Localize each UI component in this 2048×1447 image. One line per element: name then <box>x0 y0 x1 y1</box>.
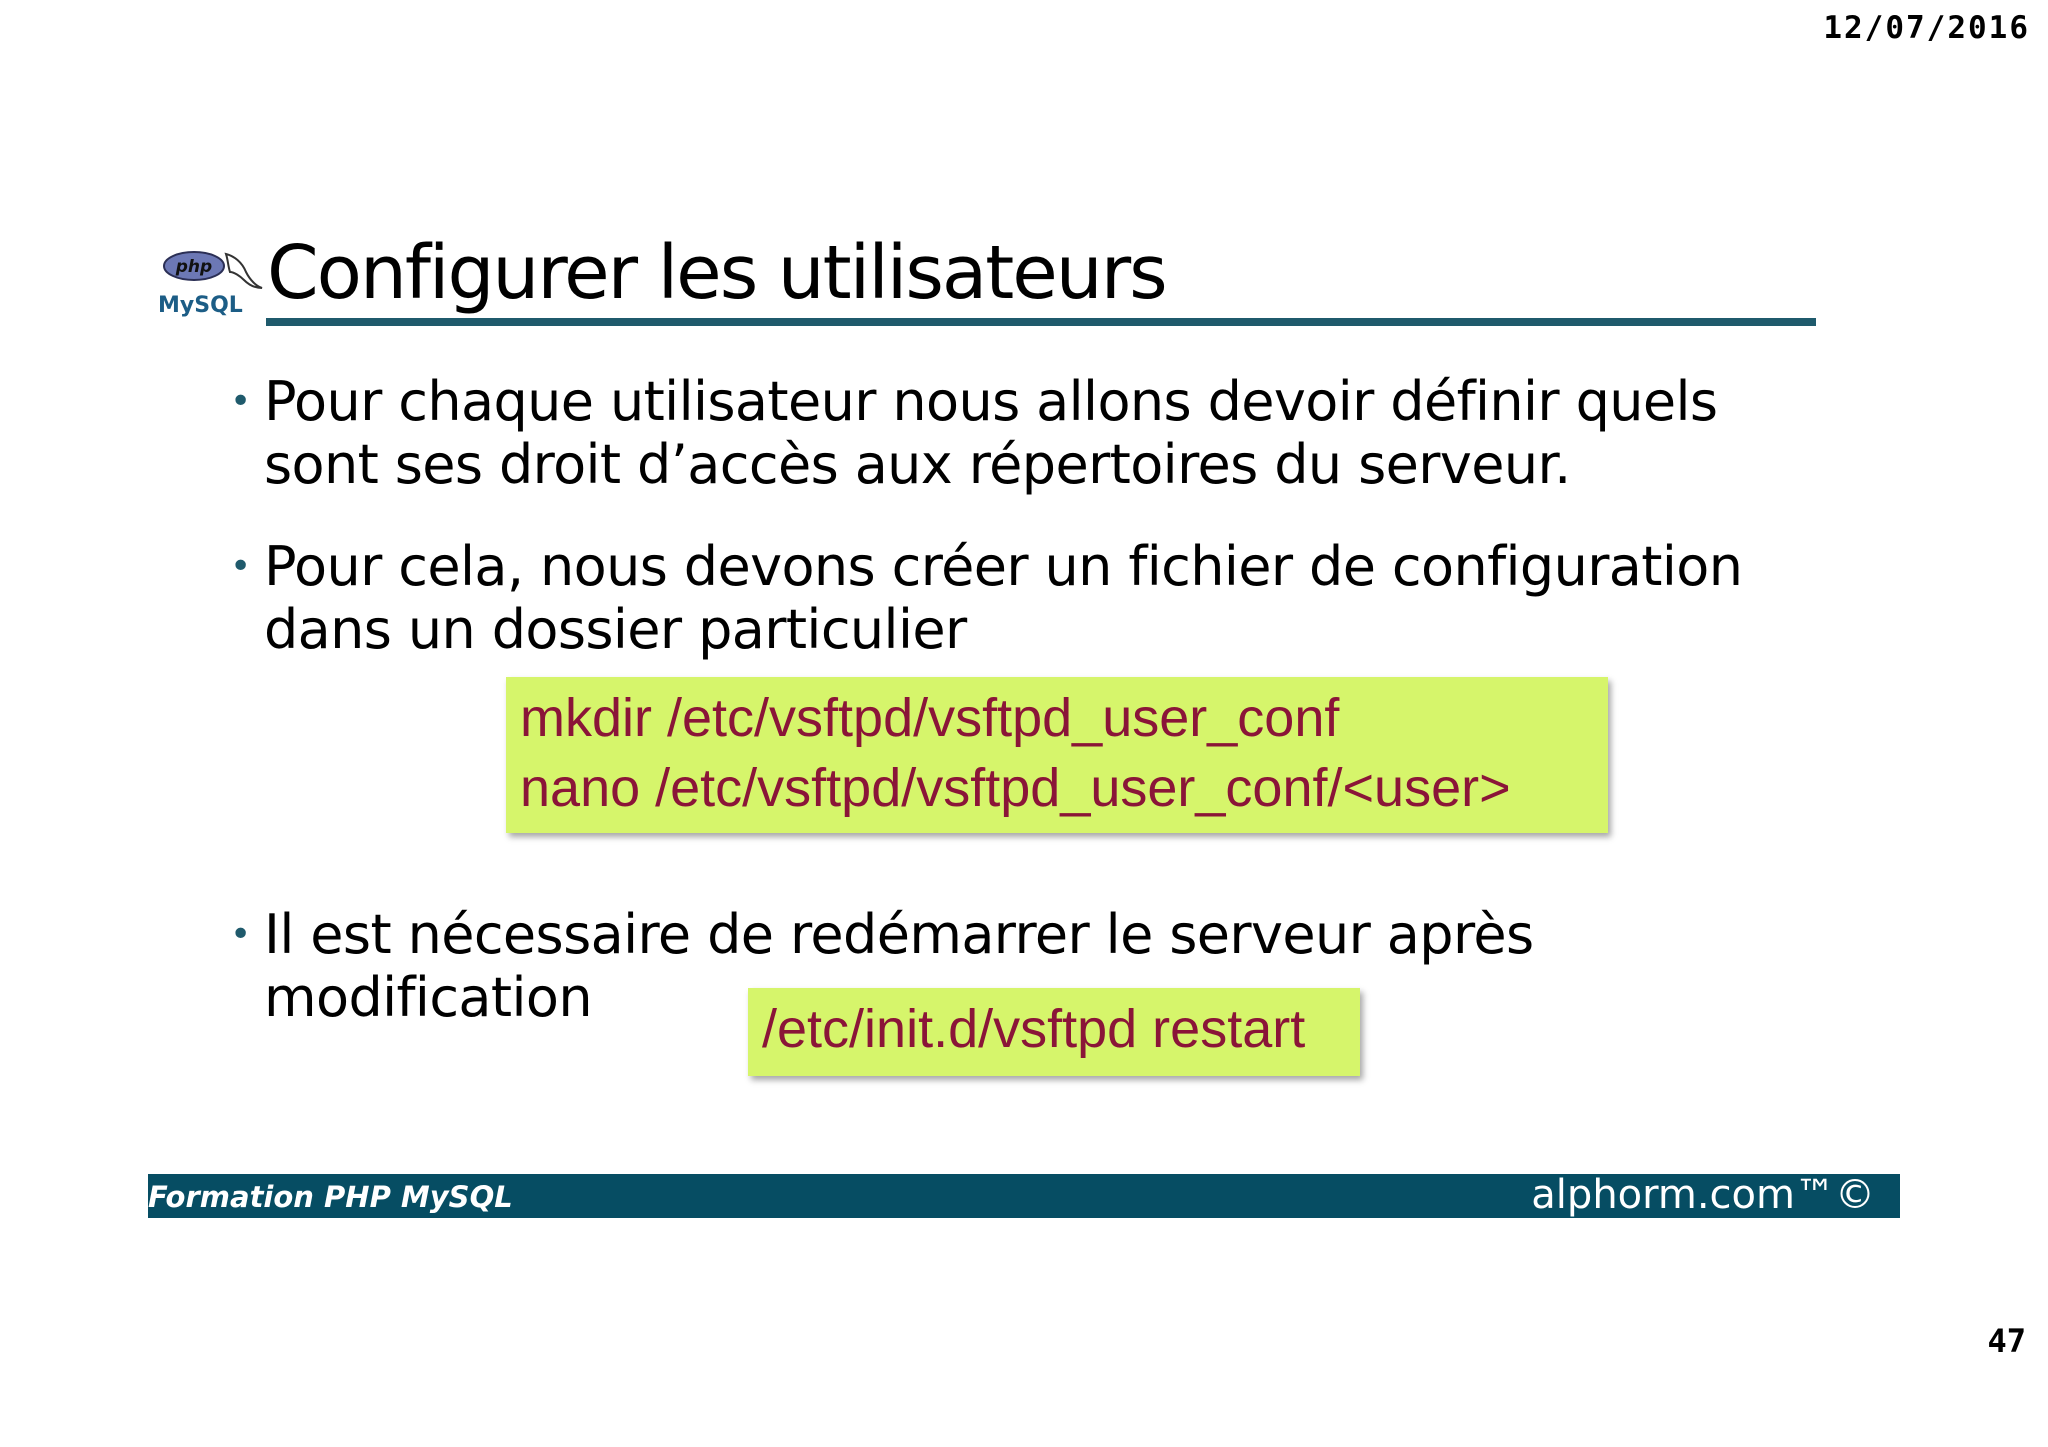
svg-text:php: php <box>175 257 213 277</box>
code-line: /etc/init.d/vsftpd restart <box>762 999 1306 1059</box>
dolphin-icon <box>226 254 262 288</box>
php-mysql-logo <box>156 250 266 320</box>
svg-text:MySQL: MySQL <box>158 293 243 318</box>
code-line: mkdir /etc/vsftpd/vsftpd_user_conf <box>520 688 1340 748</box>
bullet-text: Pour chaque utilisateur nous allons devoir définir quels sont ses droit d’accès aux répertoires du serveur. <box>264 370 1718 496</box>
page-number: 47 <box>1987 1322 2026 1360</box>
bullet-dot-icon: • <box>230 546 252 587</box>
title-underline <box>266 318 1816 326</box>
bullet-text: Pour cela, nous devons créer un fichier de configuration dans un dossier particulier <box>264 535 1743 661</box>
footer-brand: alphorm.com™© <box>1531 1172 1875 1218</box>
bullet-dot-icon: • <box>230 381 252 422</box>
footer-course-title: Formation PHP MySQL <box>148 1180 513 1214</box>
bullet-dot-icon: • <box>230 914 252 955</box>
code-block <box>506 677 1608 833</box>
bullet-text: Il est nécessaire de redémarrer le serveur après modification <box>264 903 1534 1029</box>
slide-title: Configurer les utilisateurs <box>267 230 1166 316</box>
code-line: nano /etc/vsftpd/vsftpd_user_conf/<user> <box>520 758 1511 818</box>
slide-footer <box>148 1174 1900 1218</box>
slide-date: 12/07/2016 <box>1823 10 2030 46</box>
code-block <box>748 988 1360 1076</box>
slide <box>148 230 1900 1220</box>
